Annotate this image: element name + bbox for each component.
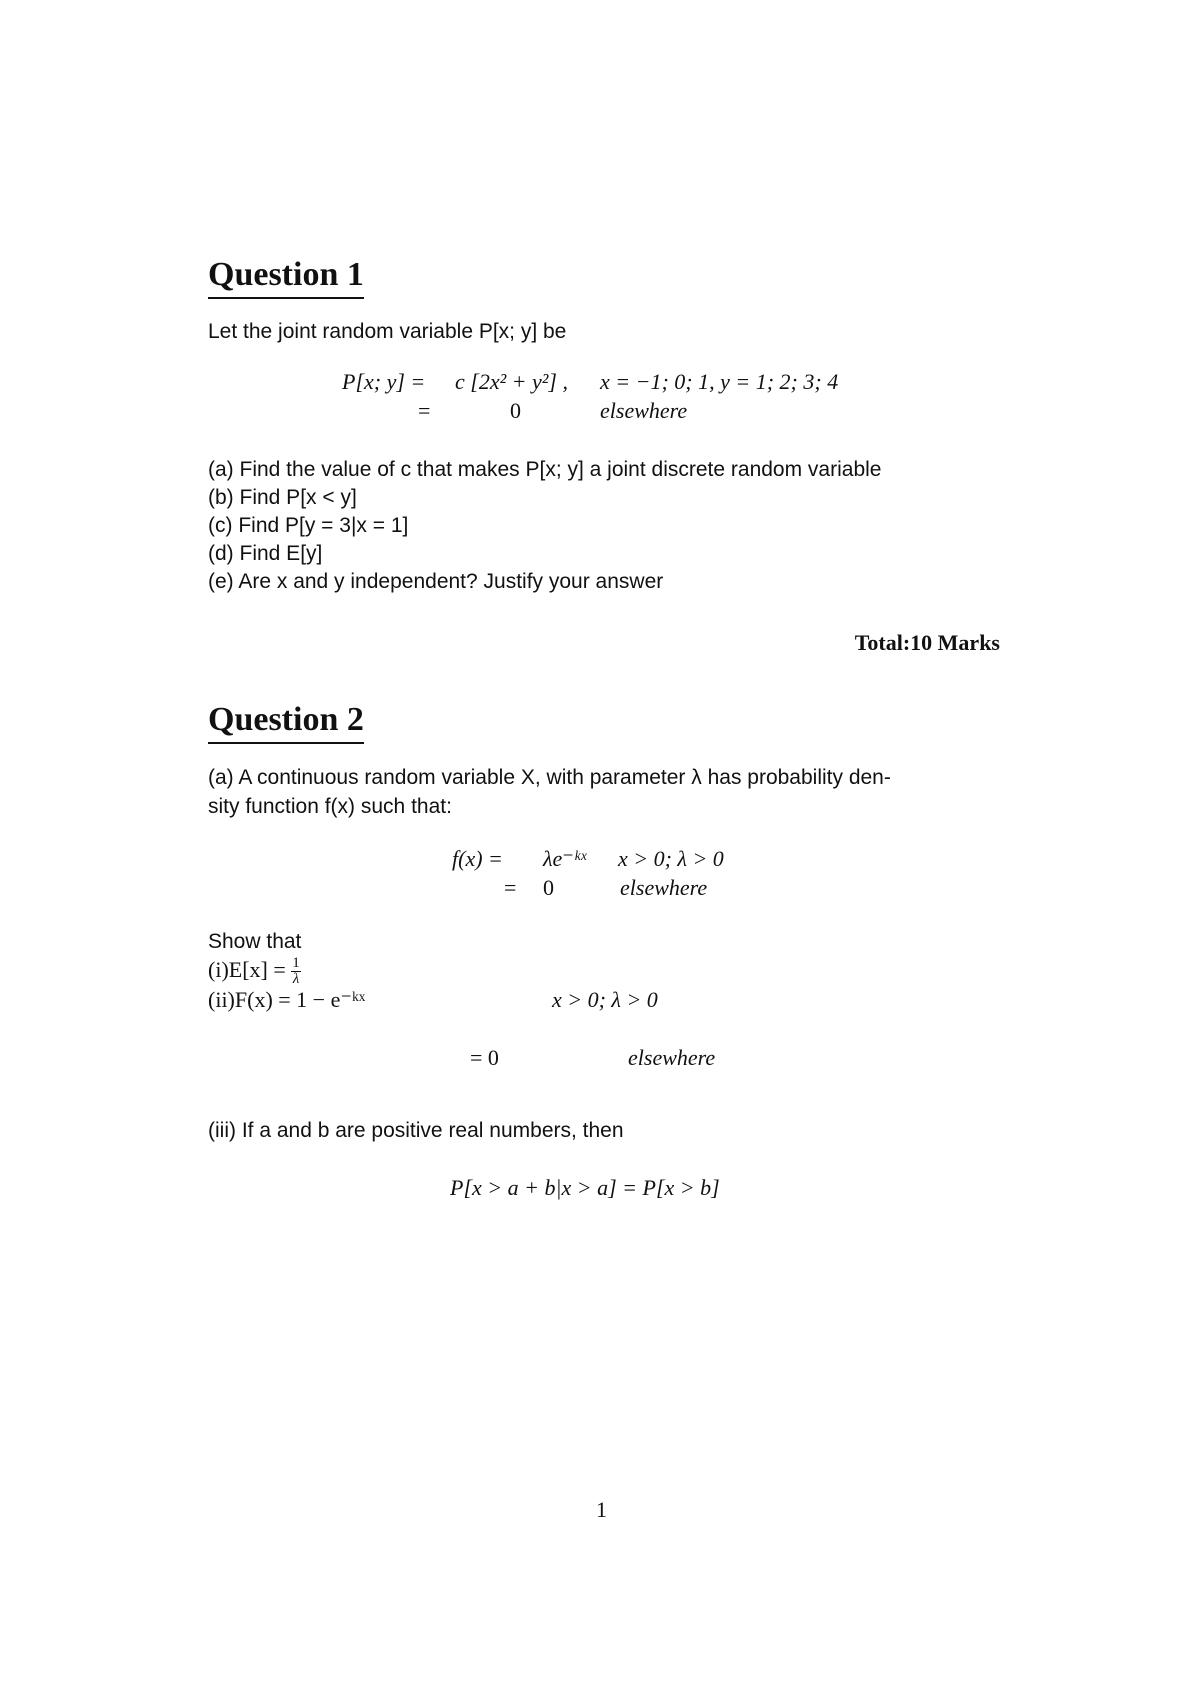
part-i-prefix: (i)E[x] = (208, 957, 286, 982)
part-i-line (208, 956, 301, 987)
part-iii-equation: P[x > a + b|x > a] = P[x > b] (450, 1175, 720, 1200)
q1-item-b: (b) Find P[x < y] (208, 486, 357, 509)
q1-eq2-condition: elsewhere (600, 398, 688, 423)
question-1-title: Question 1 (208, 255, 364, 299)
q1-eq2-equals: = (418, 398, 431, 423)
question-1-marks: Total:10 Marks (854, 630, 1000, 655)
q1-eq1-condition: x = −1; 0; 1, y = 1; 2; 3; 4 (600, 369, 839, 394)
q2-eq2-value: 0 (543, 875, 554, 900)
q2-eq2-equals: = (504, 875, 517, 900)
q1-item-d: (d) Find E[y] (208, 542, 323, 565)
q1-eq1-expr: c [2x² + y²] , (455, 369, 568, 394)
fraction-numerator: 1 (292, 955, 300, 972)
page-number: 1 (596, 1497, 607, 1522)
part-ii-else-value: = 0 (470, 1045, 499, 1070)
fraction-one-over-lambda (291, 956, 301, 987)
q2-eq1-condition: x > 0; λ > 0 (618, 846, 724, 871)
q1-eq1-lhs: P[x; y] = (342, 369, 426, 394)
part-iii-statement: (iii) If a and b are positive real numbers, then (208, 1119, 624, 1142)
q1-item-e: (e) Are x and y independent? Justify your answer (208, 570, 664, 593)
part-ii-else-condition: elsewhere (628, 1045, 716, 1070)
part-ii-condition: x > 0; λ > 0 (552, 987, 658, 1012)
show-that-label: Show that (208, 930, 302, 953)
question-1-items (208, 456, 881, 596)
q2-eq1-expr: λe⁻ᵏˣ (543, 846, 587, 871)
q2-eq2-condition: elsewhere (620, 875, 708, 900)
q1-item-c: (c) Find P[y = 3|x = 1] (208, 514, 409, 537)
q2-eq1-lhs: f(x) = (452, 846, 503, 871)
question-2-intro-line1: (a) A continuous random variable X, with parameter λ has probability den- (208, 766, 891, 789)
q1-eq2-value: 0 (510, 398, 521, 423)
fraction-denominator: λ (292, 971, 300, 988)
part-ii-expression: (ii)F(x) = 1 − e⁻ᵏˣ (208, 987, 366, 1012)
q1-item-a: (a) Find the value of c that makes P[x; y] a joint discrete random variable (208, 458, 882, 481)
question-1-intro: Let the joint random variable P[x; y] be (208, 320, 567, 343)
question-2-intro-line2: sity function f(x) such that: (208, 795, 452, 818)
question-2-title: Question 2 (208, 700, 364, 744)
